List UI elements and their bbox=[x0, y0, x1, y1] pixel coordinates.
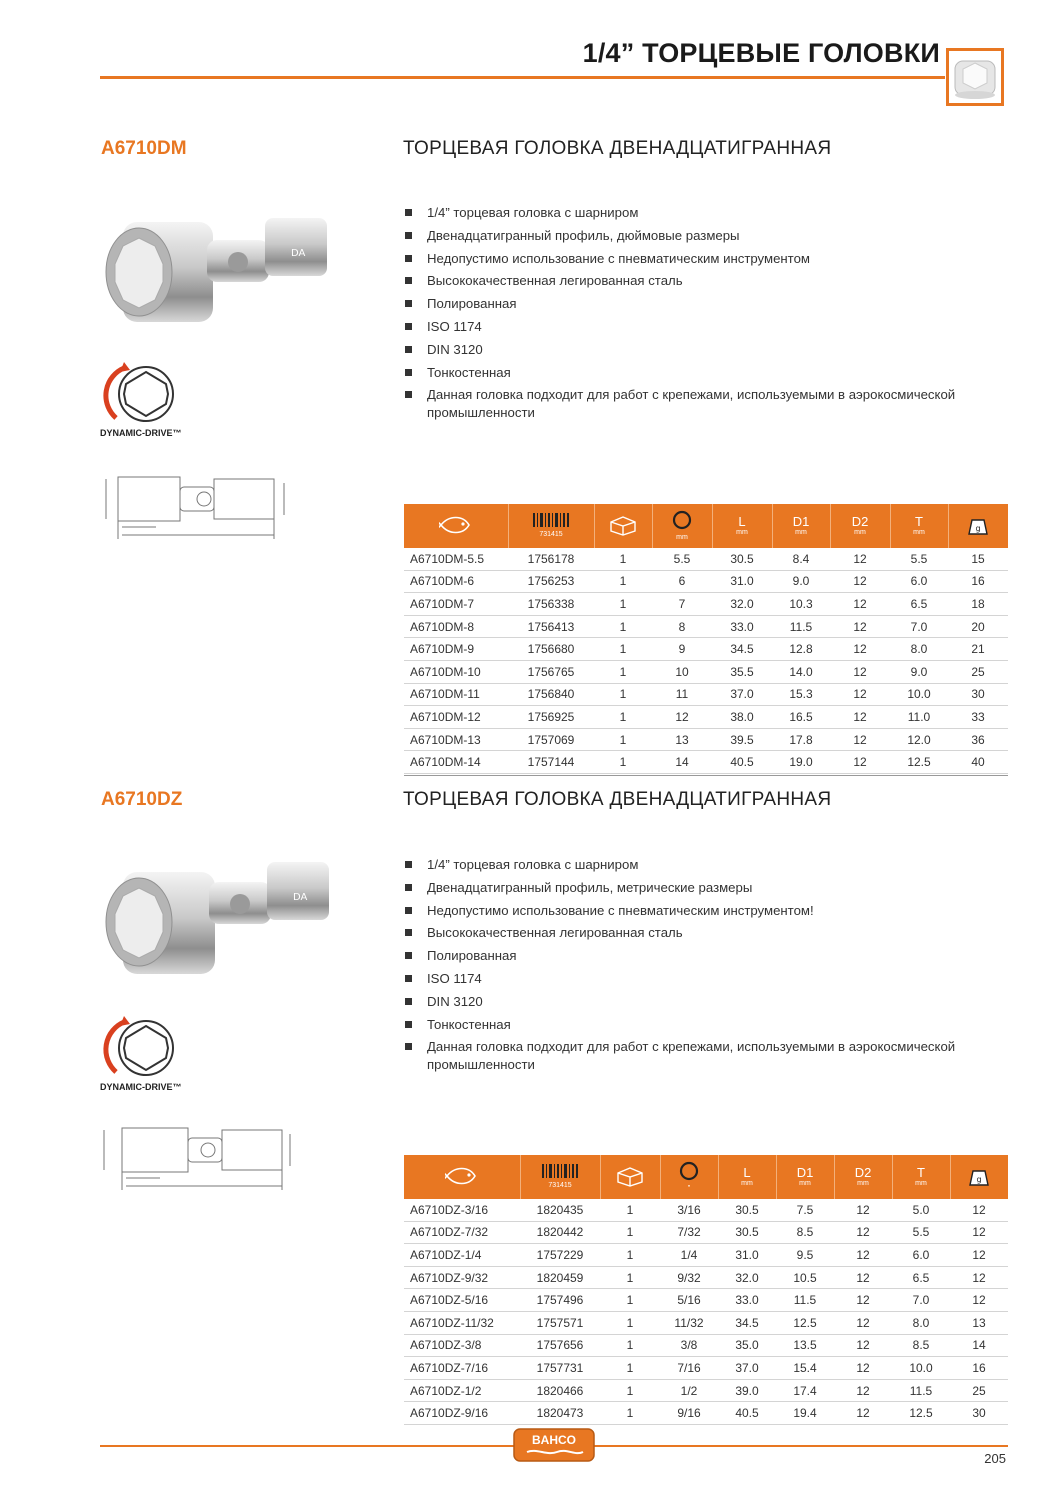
table-cell: 12 bbox=[830, 593, 890, 616]
table-cell: 1 bbox=[600, 1311, 660, 1334]
feature-list bbox=[403, 856, 1013, 1079]
table-cell: 3/8 bbox=[660, 1334, 718, 1357]
table-row bbox=[404, 548, 1008, 570]
table-cell: 37.0 bbox=[718, 1357, 776, 1380]
table-cell: A6710DM-12 bbox=[404, 706, 508, 729]
table-cell: 1820459 bbox=[520, 1266, 600, 1289]
svg-text:g: g bbox=[975, 523, 981, 533]
table-cell: 16 bbox=[950, 1357, 1008, 1380]
table-cell: 1 bbox=[600, 1379, 660, 1402]
table-cell: 1/4 bbox=[660, 1244, 718, 1267]
product-code: A6710DM bbox=[101, 138, 187, 159]
feature-item: DIN 3120 bbox=[403, 993, 1013, 1011]
table-cell: 11.0 bbox=[890, 706, 948, 729]
table-cell: 3/16 bbox=[660, 1199, 718, 1221]
table-cell: 9 bbox=[652, 638, 712, 661]
table-cell: 5.0 bbox=[892, 1199, 950, 1221]
table-cell: A6710DM-8 bbox=[404, 615, 508, 638]
table-cell: 12 bbox=[830, 683, 890, 706]
table-cell: 38.0 bbox=[712, 706, 772, 729]
feature-item: Данная головка подходит для работ с крепежами, используемыми в аэрокосмической промышленности bbox=[403, 386, 1013, 422]
table-cell: 12 bbox=[830, 615, 890, 638]
table-cell: A6710DZ-1/4 bbox=[404, 1244, 520, 1267]
table-cell: 12 bbox=[834, 1402, 892, 1425]
table-cell: 12 bbox=[830, 570, 890, 593]
table-cell: 12 bbox=[834, 1357, 892, 1380]
table-cell: A6710DM-13 bbox=[404, 728, 508, 751]
table-cell: 6 bbox=[652, 570, 712, 593]
barcode-number: 731415 bbox=[548, 1182, 572, 1189]
table-cell: 9.0 bbox=[772, 570, 830, 593]
table-cell: 34.5 bbox=[712, 638, 772, 661]
header-size bbox=[652, 504, 712, 548]
table-cell: A6710DM-10 bbox=[404, 660, 508, 683]
table-cell: A6710DZ-7/32 bbox=[404, 1221, 520, 1244]
table-cell: 33.0 bbox=[718, 1289, 776, 1312]
table-cell: 1 bbox=[594, 751, 652, 774]
dynamic-drive-logo bbox=[98, 358, 208, 445]
logo-text: BAHCO bbox=[532, 1433, 576, 1447]
header-fish-icon bbox=[404, 1155, 520, 1199]
table-cell: 12.5 bbox=[892, 1402, 950, 1425]
table-cell: 39.5 bbox=[712, 728, 772, 751]
product-photo bbox=[95, 842, 357, 999]
table-cell: 1 bbox=[600, 1266, 660, 1289]
table-cell: 25 bbox=[950, 1379, 1008, 1402]
table-cell: 1756925 bbox=[508, 706, 594, 729]
table-cell: 1 bbox=[600, 1357, 660, 1380]
table-cell: 31.0 bbox=[718, 1244, 776, 1267]
table-cell: 7 bbox=[652, 593, 712, 616]
table-cell: 11.5 bbox=[776, 1289, 834, 1312]
table-row bbox=[404, 1357, 1008, 1380]
technical-drawing bbox=[96, 1116, 296, 1211]
ring-icon bbox=[679, 1161, 699, 1181]
table-cell: 9.0 bbox=[890, 660, 948, 683]
table-cell: 9/16 bbox=[660, 1402, 718, 1425]
table-cell: 7/16 bbox=[660, 1357, 718, 1380]
table-cell: 11 bbox=[652, 683, 712, 706]
table-cell: A6710DZ-3/16 bbox=[404, 1199, 520, 1221]
table-cell: 10.0 bbox=[892, 1357, 950, 1380]
table-cell: 12 bbox=[652, 706, 712, 729]
table-cell: 1 bbox=[600, 1289, 660, 1312]
table-cell: 40.5 bbox=[712, 751, 772, 774]
socket-icon bbox=[946, 48, 1004, 106]
size-unit: " bbox=[687, 1185, 691, 1192]
header-l: L mm bbox=[718, 1155, 776, 1199]
table-cell: 12 bbox=[830, 638, 890, 661]
table-cell: 35.0 bbox=[718, 1334, 776, 1357]
table-cell: 12 bbox=[834, 1244, 892, 1267]
table-cell: 8.5 bbox=[892, 1334, 950, 1357]
table-cell: A6710DZ-1/2 bbox=[404, 1379, 520, 1402]
table-cell: 20 bbox=[948, 615, 1008, 638]
table-cell: 30.5 bbox=[718, 1199, 776, 1221]
table-cell: A6710DZ-11/32 bbox=[404, 1311, 520, 1334]
header-rule bbox=[100, 76, 945, 79]
spec-table bbox=[404, 504, 1008, 774]
table-cell: 1820435 bbox=[520, 1199, 600, 1221]
table-row bbox=[404, 728, 1008, 751]
table-cell: 1757069 bbox=[508, 728, 594, 751]
table-cell: 1756840 bbox=[508, 683, 594, 706]
table-cell: 10 bbox=[652, 660, 712, 683]
table-row bbox=[404, 660, 1008, 683]
table-cell: 15.3 bbox=[772, 683, 830, 706]
table-cell: A6710DZ-3/8 bbox=[404, 1334, 520, 1357]
table-cell: 5.5 bbox=[892, 1221, 950, 1244]
table-cell: 14.0 bbox=[772, 660, 830, 683]
table-row bbox=[404, 683, 1008, 706]
table-cell: 1 bbox=[594, 683, 652, 706]
table-row bbox=[404, 1221, 1008, 1244]
table-cell: 1757229 bbox=[520, 1244, 600, 1267]
table-cell: 16 bbox=[948, 570, 1008, 593]
table-row bbox=[404, 593, 1008, 616]
table-cell: 1820473 bbox=[520, 1402, 600, 1425]
table-cell: 9/32 bbox=[660, 1266, 718, 1289]
table-cell: 19.4 bbox=[776, 1402, 834, 1425]
spec-table bbox=[404, 1155, 1008, 1425]
table-cell: 12.5 bbox=[890, 751, 948, 774]
table-cell: 1756680 bbox=[508, 638, 594, 661]
table-cell: 1 bbox=[594, 570, 652, 593]
header-box-icon bbox=[594, 504, 652, 548]
table-cell: 1757731 bbox=[520, 1357, 600, 1380]
table-cell: 40.5 bbox=[718, 1402, 776, 1425]
table-cell: 12 bbox=[834, 1221, 892, 1244]
table-cell: 12 bbox=[830, 706, 890, 729]
header-t: T mm bbox=[890, 504, 948, 548]
table-cell: 8.5 bbox=[776, 1221, 834, 1244]
table-cell: 32.0 bbox=[718, 1266, 776, 1289]
table-cell: 1 bbox=[600, 1334, 660, 1357]
table-cell: 1756413 bbox=[508, 615, 594, 638]
spec-table-body bbox=[404, 548, 1008, 773]
table-cell: 30.5 bbox=[712, 548, 772, 570]
table-cell: 1 bbox=[594, 615, 652, 638]
table-cell: 1820466 bbox=[520, 1379, 600, 1402]
feature-item: Высококачественная легированная сталь bbox=[403, 924, 1013, 942]
feature-item: Полированная bbox=[403, 947, 1013, 965]
feature-item: 1/4” торцевая головка с шарниром bbox=[403, 204, 1013, 222]
header-d1: D1 mm bbox=[776, 1155, 834, 1199]
header-d2: D2 mm bbox=[834, 1155, 892, 1199]
table-cell: 39.0 bbox=[718, 1379, 776, 1402]
header-barcode bbox=[520, 1155, 600, 1199]
product-code: A6710DZ bbox=[101, 789, 183, 810]
photo-stamp: DA bbox=[291, 248, 306, 259]
feature-item: Двенадцатигранный профиль, дюймовые размеры bbox=[403, 227, 1013, 245]
table-cell: 1 bbox=[594, 548, 652, 570]
table-cell: 1 bbox=[600, 1402, 660, 1425]
table-cell: 10.5 bbox=[776, 1266, 834, 1289]
table-cell: 12 bbox=[834, 1289, 892, 1312]
svg-text:g: g bbox=[976, 1174, 982, 1184]
spec-table-body bbox=[404, 1199, 1008, 1424]
table-row bbox=[404, 1402, 1008, 1425]
table-cell: 34.5 bbox=[718, 1311, 776, 1334]
table-cell: 6.5 bbox=[892, 1266, 950, 1289]
ring-icon bbox=[672, 510, 692, 530]
table-cell: 15 bbox=[948, 548, 1008, 570]
bahco-logo bbox=[513, 1428, 595, 1462]
table-cell: 8.4 bbox=[772, 548, 830, 570]
product-title: ТОРЦЕВАЯ ГОЛОВКА ДВЕНАДЦАТИГРАННАЯ bbox=[403, 789, 832, 810]
table-row bbox=[404, 638, 1008, 661]
product-photo bbox=[95, 190, 357, 347]
feature-list bbox=[403, 204, 1013, 427]
table-cell: 1757656 bbox=[520, 1334, 600, 1357]
table-cell: A6710DZ-9/32 bbox=[404, 1266, 520, 1289]
table-cell: 1757571 bbox=[520, 1311, 600, 1334]
table-cell: 14 bbox=[652, 751, 712, 774]
feature-item: Тонкостенная bbox=[403, 1016, 1013, 1034]
table-cell: 9.5 bbox=[776, 1244, 834, 1267]
table-cell: 11.5 bbox=[892, 1379, 950, 1402]
header-t: T mm bbox=[892, 1155, 950, 1199]
table-cell: 12 bbox=[830, 728, 890, 751]
feature-item: ISO 1174 bbox=[403, 318, 1013, 336]
table-cell: 12 bbox=[830, 660, 890, 683]
table-cell: 12 bbox=[950, 1199, 1008, 1221]
table-cell: 30 bbox=[948, 683, 1008, 706]
table-cell: 1820442 bbox=[520, 1221, 600, 1244]
table-cell: 12.5 bbox=[776, 1311, 834, 1334]
feature-item: 1/4” торцевая головка с шарниром bbox=[403, 856, 1013, 874]
table-cell: 5/16 bbox=[660, 1289, 718, 1312]
header-d1: D1 mm bbox=[772, 504, 830, 548]
table-cell: 36 bbox=[948, 728, 1008, 751]
header-l: L mm bbox=[712, 504, 772, 548]
table-cell: 12 bbox=[950, 1221, 1008, 1244]
table-cell: 31.0 bbox=[712, 570, 772, 593]
table-cell: 1756765 bbox=[508, 660, 594, 683]
table-cell: 10.3 bbox=[772, 593, 830, 616]
table-row bbox=[404, 751, 1008, 774]
logo-text: DYNAMIC-DRIVE™ bbox=[100, 1082, 182, 1092]
table-cell: 1 bbox=[594, 593, 652, 616]
feature-item: DIN 3120 bbox=[403, 341, 1013, 359]
header-fish-icon bbox=[404, 504, 508, 548]
barcode-icon bbox=[541, 1164, 579, 1178]
table-cell: 12 bbox=[834, 1199, 892, 1221]
page-number: 205 bbox=[984, 1451, 1006, 1466]
table-cell: 40 bbox=[948, 751, 1008, 774]
table-cell: 6.0 bbox=[892, 1244, 950, 1267]
table-cell: 6.5 bbox=[890, 593, 948, 616]
table-cell: 12 bbox=[834, 1334, 892, 1357]
table-cell: 19.0 bbox=[772, 751, 830, 774]
table-cell: 11.5 bbox=[772, 615, 830, 638]
table-cell: 12 bbox=[830, 548, 890, 570]
table-row bbox=[404, 1334, 1008, 1357]
table-cell: A6710DZ-7/16 bbox=[404, 1357, 520, 1380]
table-cell: 13 bbox=[652, 728, 712, 751]
table-cell: 8 bbox=[652, 615, 712, 638]
table-cell: 12 bbox=[834, 1266, 892, 1289]
section-divider bbox=[404, 775, 1008, 776]
feature-item: Недопустимо использование с пневматическим инструментом! bbox=[403, 902, 1013, 920]
header-d2: D2 mm bbox=[830, 504, 890, 548]
table-cell: 1756253 bbox=[508, 570, 594, 593]
table-cell: 33.0 bbox=[712, 615, 772, 638]
table-cell: 1/2 bbox=[660, 1379, 718, 1402]
table-cell: A6710DZ-5/16 bbox=[404, 1289, 520, 1312]
header-barcode bbox=[508, 504, 594, 548]
table-cell: A6710DM-5.5 bbox=[404, 548, 508, 570]
table-cell: 6.0 bbox=[890, 570, 948, 593]
table-cell: 16.5 bbox=[772, 706, 830, 729]
feature-item: Тонкостенная bbox=[403, 364, 1013, 382]
table-cell: 11/32 bbox=[660, 1311, 718, 1334]
feature-item: Недопустимо использование с пневматическим инструментом bbox=[403, 250, 1013, 268]
table-cell: 7/32 bbox=[660, 1221, 718, 1244]
table-cell: 5.5 bbox=[890, 548, 948, 570]
table-cell: A6710DM-9 bbox=[404, 638, 508, 661]
feature-item: Данная головка подходит для работ с крепежами, используемыми в аэрокосмической промышленности bbox=[403, 1038, 1013, 1074]
table-cell: 1756178 bbox=[508, 548, 594, 570]
header-size bbox=[660, 1155, 718, 1199]
weight-icon bbox=[968, 1165, 990, 1187]
barcode-number: 731415 bbox=[539, 531, 563, 538]
header-box-icon bbox=[600, 1155, 660, 1199]
table-cell: 1757144 bbox=[508, 751, 594, 774]
photo-stamp: DA bbox=[293, 892, 308, 903]
feature-item: ISO 1174 bbox=[403, 970, 1013, 988]
table-cell: 15.4 bbox=[776, 1357, 834, 1380]
table-cell: 1757496 bbox=[520, 1289, 600, 1312]
table-cell: 12 bbox=[830, 751, 890, 774]
table-cell: 12 bbox=[834, 1379, 892, 1402]
table-cell: 35.5 bbox=[712, 660, 772, 683]
table-cell: A6710DM-11 bbox=[404, 683, 508, 706]
table-cell: A6710DM-7 bbox=[404, 593, 508, 616]
logo-text: DYNAMIC-DRIVE™ bbox=[100, 428, 182, 438]
table-row bbox=[404, 1311, 1008, 1334]
table-cell: 12.8 bbox=[772, 638, 830, 661]
table-cell: 12.0 bbox=[890, 728, 948, 751]
table-cell: 12 bbox=[834, 1311, 892, 1334]
table-row bbox=[404, 1379, 1008, 1402]
table-cell: 7.0 bbox=[890, 615, 948, 638]
feature-item: Полированная bbox=[403, 295, 1013, 313]
table-cell: 1 bbox=[600, 1199, 660, 1221]
table-row bbox=[404, 1244, 1008, 1267]
header-weight bbox=[948, 504, 1008, 548]
table-cell: 5.5 bbox=[652, 548, 712, 570]
header-weight bbox=[950, 1155, 1008, 1199]
table-cell: 1 bbox=[594, 660, 652, 683]
table-cell: 1 bbox=[594, 728, 652, 751]
table-cell: 1756338 bbox=[508, 593, 594, 616]
table-cell: 18 bbox=[948, 593, 1008, 616]
table-row bbox=[404, 706, 1008, 729]
table-cell: 8.0 bbox=[892, 1311, 950, 1334]
table-row bbox=[404, 1289, 1008, 1312]
table-cell: 30 bbox=[950, 1402, 1008, 1425]
product-title: ТОРЦЕВАЯ ГОЛОВКА ДВЕНАДЦАТИГРАННАЯ bbox=[403, 138, 832, 159]
feature-item: Двенадцатигранный профиль, метрические размеры bbox=[403, 879, 1013, 897]
weight-icon bbox=[967, 514, 989, 536]
table-row bbox=[404, 615, 1008, 638]
barcode-icon bbox=[532, 513, 570, 527]
table-cell: 25 bbox=[948, 660, 1008, 683]
table-cell: 13 bbox=[950, 1311, 1008, 1334]
table-cell: 14 bbox=[950, 1334, 1008, 1357]
table-cell: 1 bbox=[600, 1221, 660, 1244]
table-cell: 17.4 bbox=[776, 1379, 834, 1402]
table-cell: 1 bbox=[594, 706, 652, 729]
table-cell: 33 bbox=[948, 706, 1008, 729]
page-title: 1/4” ТОРЦЕВЫЕ ГОЛОВКИ bbox=[582, 38, 940, 68]
table-row bbox=[404, 1266, 1008, 1289]
table-cell: 32.0 bbox=[712, 593, 772, 616]
table-cell: 21 bbox=[948, 638, 1008, 661]
table-row bbox=[404, 1199, 1008, 1221]
table-cell: 1 bbox=[594, 638, 652, 661]
dynamic-drive-logo bbox=[98, 1012, 208, 1099]
table-row bbox=[404, 570, 1008, 593]
table-cell: A6710DM-6 bbox=[404, 570, 508, 593]
technical-drawing bbox=[96, 465, 296, 560]
table-cell: 37.0 bbox=[712, 683, 772, 706]
table-cell: 10.0 bbox=[890, 683, 948, 706]
table-cell: 12 bbox=[950, 1266, 1008, 1289]
table-cell: 13.5 bbox=[776, 1334, 834, 1357]
table-cell: 1 bbox=[600, 1244, 660, 1267]
table-cell: A6710DM-14 bbox=[404, 751, 508, 774]
table-cell: 17.8 bbox=[772, 728, 830, 751]
table-cell: A6710DZ-9/16 bbox=[404, 1402, 520, 1425]
table-cell: 30.5 bbox=[718, 1221, 776, 1244]
table-cell: 7.5 bbox=[776, 1199, 834, 1221]
table-cell: 8.0 bbox=[890, 638, 948, 661]
size-unit: mm bbox=[676, 534, 688, 541]
table-cell: 12 bbox=[950, 1289, 1008, 1312]
feature-item: Высококачественная легированная сталь bbox=[403, 272, 1013, 290]
table-cell: 7.0 bbox=[892, 1289, 950, 1312]
table-cell: 12 bbox=[950, 1244, 1008, 1267]
